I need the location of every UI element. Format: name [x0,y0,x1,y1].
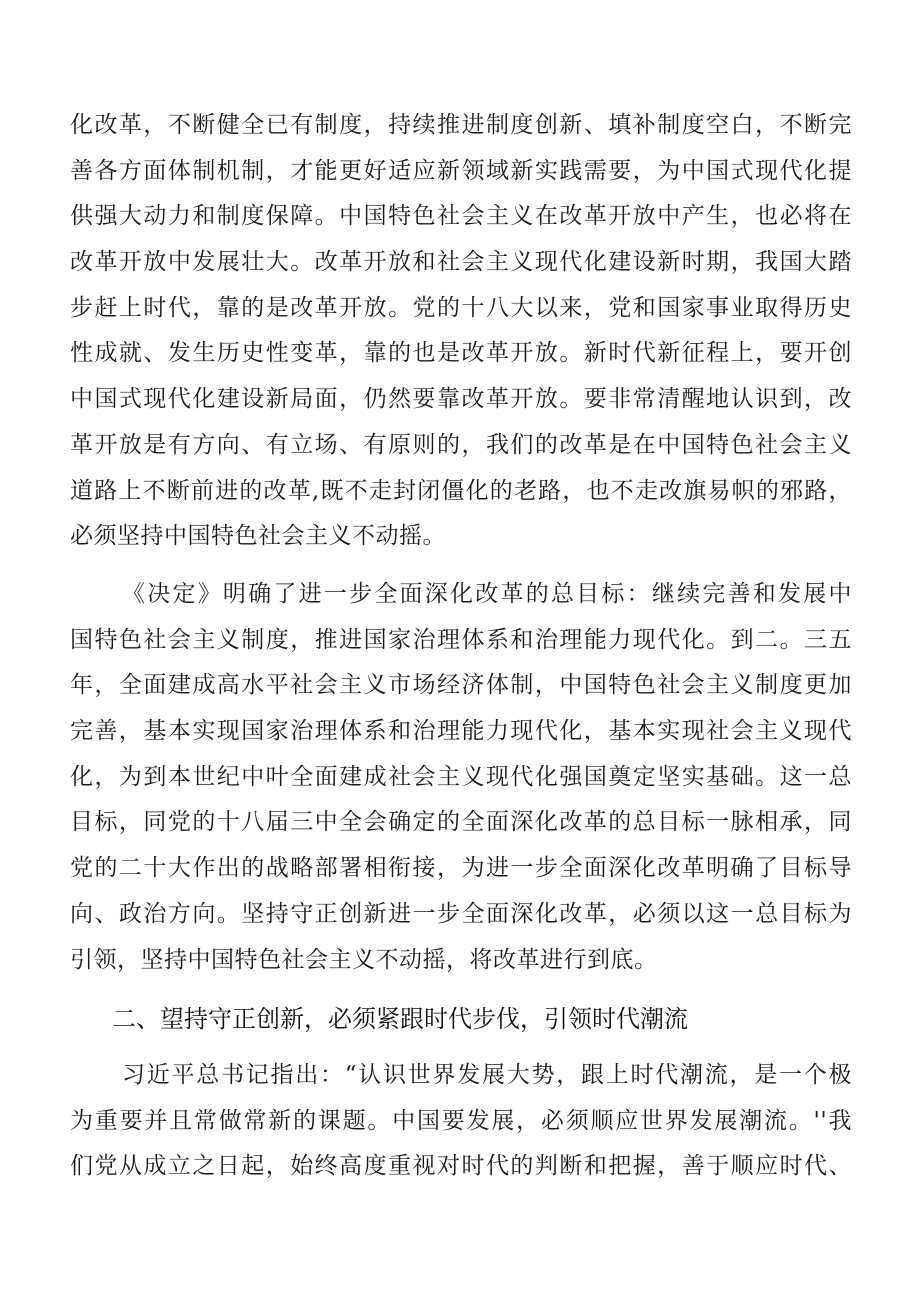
paragraph-line: 中国式现代化建设新局面，仍然要靠改革开放。要非常清醒地认识到，改 [70,386,852,413]
paragraph-line: 步赶上时代，靠的是改革开放。党的十八大以来，党和国家事业取得历史 [70,294,852,321]
paragraph-line: 党的二十大作出的战略部署相衔接，为进一步全面深化改革明确了目标导 [70,855,852,882]
paragraph-line: 化改革，不断健全已有制度，持续推进制度创新、填补制度空白，不断完 [70,112,852,138]
paragraph-line: 性成就、发生历史性变革，靠的也是改革开放。新时代新征程上，要开创 [70,340,852,367]
paragraph-line: 《决定》明确了进一步全面深化改革的总目标：继续完善和发展中 [122,581,852,607]
paragraph-2 [70,572,852,983]
paragraph-line: 向、政治方向。坚持守正创新进一步全面深化改革，必须以这一总目标为 [70,900,852,927]
paragraph-line: 目标，同党的十八届三中全会确定的全面深化改革的总目标一脉相承，同 [70,809,852,836]
paragraph-line: 善各方面体制机制，才能更好适应新领域新实践需要，为中国式现代化提 [70,157,852,184]
paragraph-line: 供强大动力和制度保障。中国特色社会主义在改革开放中产生，也必将在 [70,203,852,230]
paragraph-line: 习近平总书记指出：“认识世界发展大势，跟上时代潮流，是一个极 [122,1062,852,1088]
paragraph-line: 年，全面建成高水平社会主义市场经济体制，中国特色社会主义制度更加 [70,672,852,699]
paragraph-line: 国特色社会主义制度，推进国家治理体系和治理能力现代化。到二。三五 [70,626,852,653]
paragraph-line: 改革开放中发展壮大。改革开放和社会主义现代化建设新时期，我国大踏 [70,249,852,276]
paragraph-3 [70,1053,852,1190]
paragraph-line: 化，为到本世纪中叶全面建成社会主义现代化强国奠定坚实基础。这一总 [70,763,852,790]
section-heading: 二、望持守正创新，必须紧跟时代步伐，引领时代潮流 [112,1005,688,1033]
paragraph-line: 必须坚持中国特色社会主义不动摇。 [70,523,446,550]
paragraph-line: 为重要并且常做常新的课题。中国要发展，必须顺应世界发展潮流。''我 [70,1107,852,1134]
paragraph-line: 完善，基本实现国家治理体系和治理能力现代化，基本实现社会主义现代 [70,718,852,745]
paragraph-1 [70,103,852,560]
paragraph-line: 道路上不断前进的改革,既不走封闭僵化的老路，也不走改旗易帜的邪路， [70,477,852,504]
paragraph-line: 们党从成立之日起，始终高度重视对时代的判断和把握，善于顺应时代、 [70,1153,852,1180]
paragraph-line: 引领，坚持中国特色社会主义不动摇，将改革进行到底。 [70,946,658,973]
paragraph-line: 革开放是有方向、有立场、有原则的，我们的改革是在中国特色社会主义 [70,431,852,458]
